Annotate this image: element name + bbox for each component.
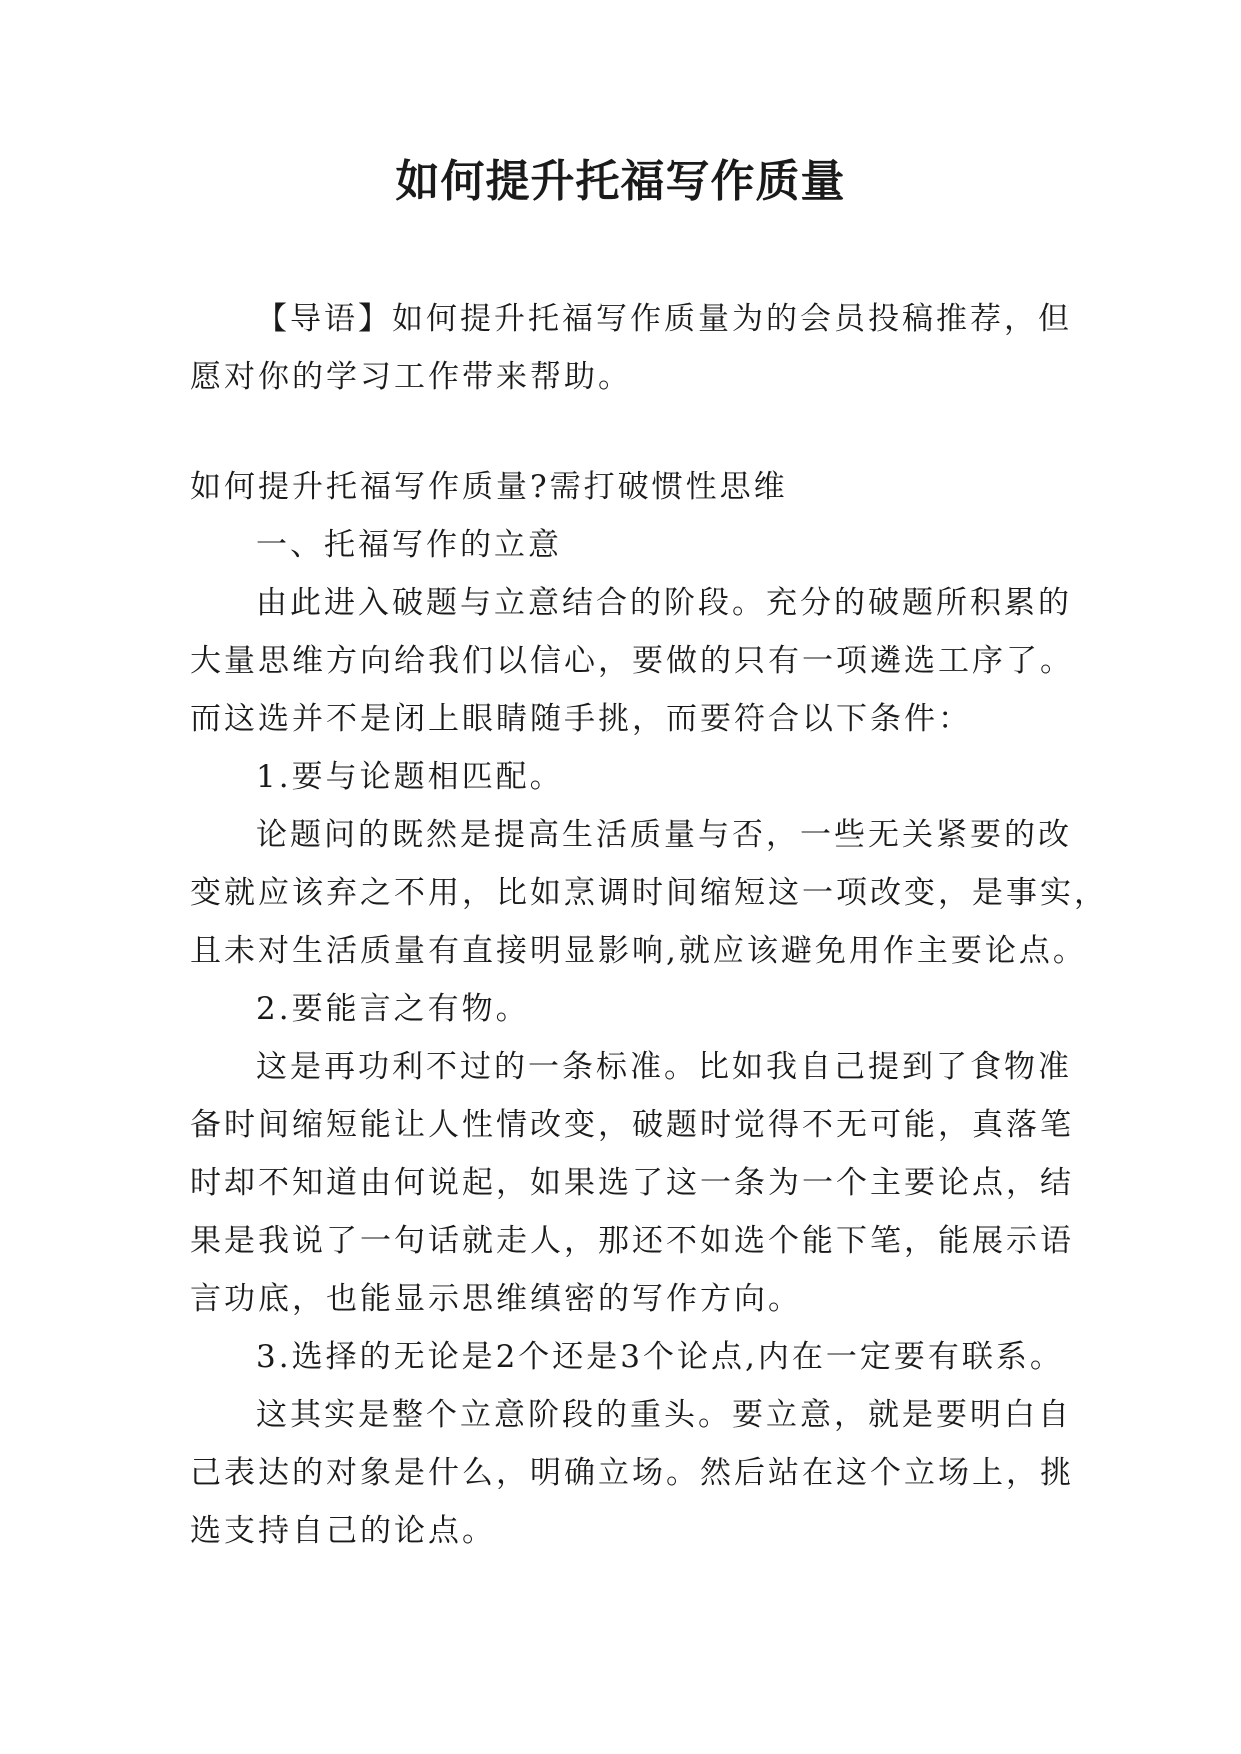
paragraph-line: 论题问的既然是提高生活质量与否，一些无关紧要的改 <box>256 817 1072 853</box>
paragraph-line: 变就应该弃之不用，比如烹调时间缩短这一项改变，是事实， <box>190 875 1108 911</box>
paragraph-line: 且未对生活质量有直接明显影响,就应该避免用作主要论点。 <box>190 933 1087 969</box>
paragraph-line: 这是再功利不过的一条标准。比如我自己提到了食物准 <box>256 1049 1072 1085</box>
paragraph-line: 由此进入破题与立意结合的阶段。充分的破题所积累的 <box>256 585 1072 621</box>
intro-line-1: 【导语】如何提升托福写作质量为的会员投稿推荐，但 <box>256 301 1072 337</box>
paragraph-line: 时却不知道由何说起，如果选了这一条为一个主要论点，结 <box>190 1165 1074 1201</box>
paragraph-line: 选支持自己的论点。 <box>190 1513 496 1549</box>
paragraph-line: 言功底，也能显示思维缜密的写作方向。 <box>190 1281 802 1317</box>
list-item-1: 1.要与论题相匹配。 <box>256 759 564 795</box>
intro-line-2: 愿对你的学习工作带来帮助。 <box>190 359 632 395</box>
subsection-heading: 一、托福写作的立意 <box>256 527 562 563</box>
paragraph-line: 备时间缩短能让人性情改变，破题时觉得不无可能，真落笔 <box>190 1107 1074 1143</box>
document-title: 如何提升托福写作质量 <box>395 156 846 207</box>
list-item-2: 2.要能言之有物。 <box>256 991 530 1027</box>
section-heading: 如何提升托福写作质量?需打破惯性思维 <box>190 469 788 505</box>
paragraph-line: 己表达的对象是什么，明确立场。然后站在这个立场上，挑 <box>190 1455 1074 1491</box>
paragraph-line: 大量思维方向给我们以信心，要做的只有一项遴选工序了。 <box>190 643 1074 679</box>
paragraph-line: 而这选并不是闭上眼睛随手挑，而要符合以下条件： <box>190 701 972 737</box>
paragraph-line: 这其实是整个立意阶段的重头。要立意，就是要明白自 <box>256 1397 1072 1433</box>
list-item-3: 3.选择的无论是2个还是3个论点,内在一定要有联系。 <box>256 1339 1064 1375</box>
paragraph-line: 果是我说了一句话就走人，那还不如选个能下笔，能展示语 <box>190 1223 1074 1259</box>
